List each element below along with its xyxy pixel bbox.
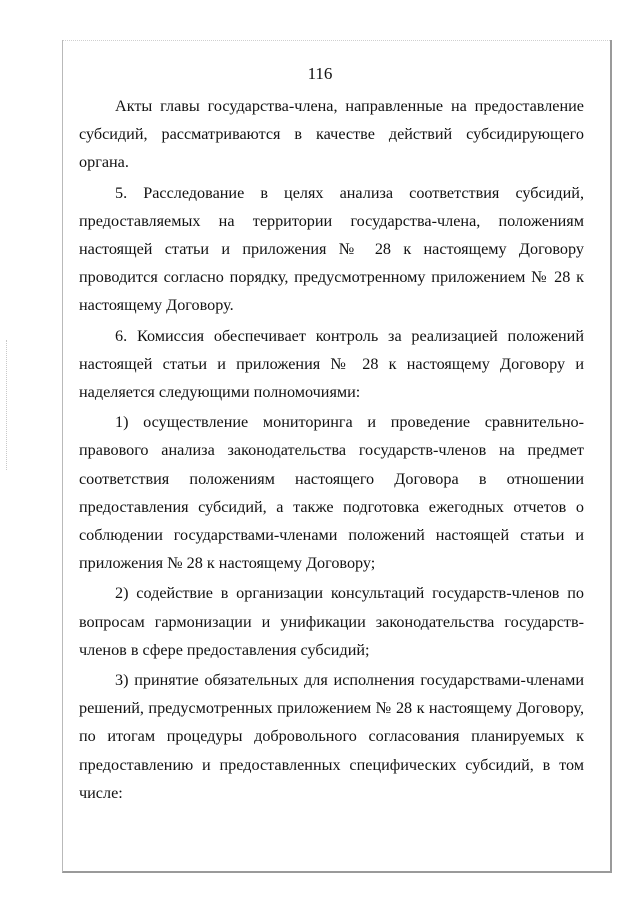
document-body — [79, 92, 584, 809]
page-number: 116 — [307, 64, 333, 83]
scan-edge-mark — [6, 340, 8, 470]
list-item-3-binding-decisions: 3) принятие обязательных для исполнения государствами-членами решений, предусмотренных приложением № 28 к настоящему Договору, по итогам процедуры добровольного согласования планируемых к предоставлению и предоставленных специфических субсидий, в том числе: — [79, 671, 584, 802]
paragraph-5-investigation: 5. Расследование в целях анализа соответствия субсидий, предоставляемых на территории государства-члена, положениям настоящей статьи и приложения № 28 к настоящему Договору проводится согласно порядку, предусмотренному приложением № 28 к настоящему Договору. — [79, 183, 584, 315]
list-item-2-consultations: 2) содействие в организации консультаций государств-членов по вопросам гармонизации и унификации законодательства государств-членов в сфере предоставления субсидий; — [79, 584, 584, 659]
list-item-1-monitoring: 1) осуществление мониторинга и проведение сравнительно-правового анализа законодательства государств-членов на предмет соответствия положениям настоящего Договора в отношении предоставления субсидий, а также подготовка ежегодных отчетов о соблюдении государствами-членами положений настоящей статьи и приложения № 28 к настоящему Договору; — [79, 413, 584, 573]
paragraph-acts-of-head-of-state: Акты главы государства-члена, направленные на предоставление субсидий, рассматриваются в качестве действий субсидирующего органа. — [79, 97, 584, 172]
paragraph-6-commission-powers: 6. Комиссия обеспечивает контроль за реализацией положений настоящей статьи и приложения № 28 к настоящему Договору и наделяется следующими полномочиями: — [79, 326, 584, 402]
